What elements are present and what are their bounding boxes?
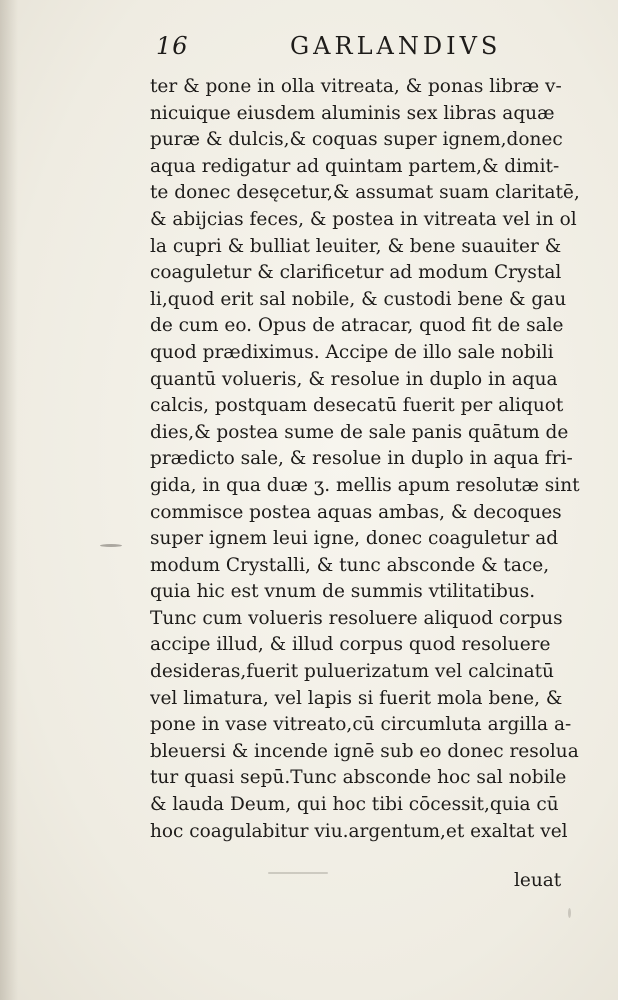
text-line: hoc coagulabitur viu.argentum,et exaltat vel (150, 820, 568, 842)
gutter-shadow (0, 0, 18, 1000)
text-block (150, 74, 580, 845)
text-line: te donec desęcetur,& assumat suam claritatē, (150, 182, 580, 204)
text-line: super ignem leui igne, donec coaguletur ad (150, 528, 559, 550)
text-line: gida, in qua duæ ʒ. mellis apum resolutæ sint (150, 474, 580, 496)
text-line: quod prædiximus. Accipe de illo sale nobili (150, 341, 554, 363)
text-line: desideras,fuerit puluerizatum vel calcinatū (150, 661, 554, 683)
text-line: puræ & dulcis,& coquas super ignem,donec (150, 129, 563, 151)
text-line: bleuersi & incende ignē sub eo donec resolua (150, 740, 579, 762)
text-line: quia hic est vnum de summis vtilitatibus. (150, 581, 536, 603)
catchword: leuat (514, 870, 562, 891)
text-line: aqua redigatur ad quintam partem,& dimit- (150, 155, 560, 177)
text-line: calcis, postquam desecatū fuerit per aliquot (150, 395, 564, 417)
text-line: nicuique eiusdem aluminis sex libras aquæ (150, 102, 555, 124)
text-line: commisce postea aquas ambas, & decoques (150, 501, 562, 523)
text-line: quantū volueris, & resolue in duplo in aqua (150, 368, 558, 390)
text-line: de cum eo. Opus de atracar, quod fit de sale (150, 315, 564, 337)
text-line: coaguletur & clarificetur ad modum Crystal (150, 262, 562, 284)
running-title: GARLANDIVS (290, 32, 502, 60)
text-line: dies,& postea sume de sale panis quātum de (150, 421, 569, 443)
text-line: prædicto sale, & resolue in duplo in aqua fri- (150, 448, 573, 470)
folio-number: 16 (156, 32, 189, 60)
text-line: modum Crystalli, & tunc absconde & tace, (150, 554, 550, 576)
ink-speck (100, 544, 122, 547)
text-line: la cupri & bulliat leuiter, & bene suauiter & (150, 235, 562, 257)
text-line: & abijcias feces, & postea in vitreata vel in ol (150, 208, 577, 230)
text-line: & lauda Deum, qui hoc tibi cōcessit,quia cū (150, 794, 559, 816)
text-line: Tunc cum volueris resoluere aliquod corpus (150, 607, 563, 629)
ink-speck (268, 872, 328, 874)
text-line: li,quod erit sal nobile, & custodi bene & gau (150, 288, 567, 310)
text-line: pone in vase vitreato,cū circumluta argilla a- (150, 714, 572, 736)
text-line: vel limatura, vel lapis si fuerit mola bene, & (150, 687, 563, 709)
ink-speck (568, 908, 571, 918)
text-line: ter & pone in olla vitreata, & ponas libræ v- (150, 76, 562, 97)
text-line: accipe illud, & illud corpus quod resoluere (150, 634, 551, 656)
text-line: tur quasi sepū.Tunc absconde hoc sal nobile (150, 767, 567, 789)
page-header (150, 30, 570, 62)
